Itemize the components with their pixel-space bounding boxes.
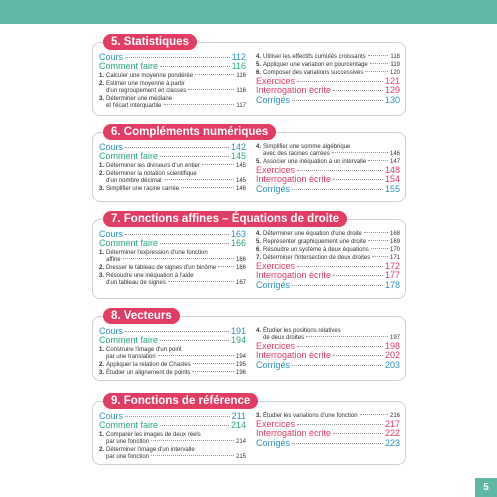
toc-subentry-line bbox=[99, 347, 246, 354]
dot-leader bbox=[218, 266, 234, 267]
toc-subentry[interactable] bbox=[99, 447, 246, 461]
toc-subentry-label: de deux droites bbox=[263, 335, 305, 341]
toc-subentry-number: 2. bbox=[99, 361, 105, 368]
toc-subentry-label: Déterminer l'expression d'une fonction bbox=[106, 249, 208, 256]
toc-subentry-page: 146 bbox=[235, 185, 246, 192]
toc-subentry-line bbox=[99, 73, 246, 80]
dot-leader bbox=[292, 285, 383, 286]
toc-subentry-label: Simplifier une somme algébrique bbox=[263, 144, 351, 150]
toc-entry-page: 166 bbox=[230, 238, 246, 249]
toc-subentry[interactable] bbox=[256, 144, 400, 158]
chapter-left-column bbox=[99, 412, 246, 461]
top-color-band bbox=[0, 0, 497, 24]
toc-entry-page: 198 bbox=[384, 341, 400, 351]
toc-subentry-page: 170 bbox=[389, 247, 400, 253]
dot-leader bbox=[360, 414, 388, 415]
toc-subentry-page: 214 bbox=[235, 438, 246, 445]
chapter-box bbox=[92, 395, 406, 465]
toc-subentry-number: 1. bbox=[99, 72, 105, 79]
dot-leader bbox=[195, 74, 234, 75]
dot-leader bbox=[292, 189, 383, 190]
toc-entry-label: Cours bbox=[99, 142, 124, 152]
toc-entry[interactable] bbox=[99, 152, 246, 161]
toc-subentry-label: avec des racines carrées bbox=[263, 151, 330, 157]
dot-leader bbox=[181, 187, 234, 188]
toc-entry-label: Interrogation écrite bbox=[256, 428, 332, 439]
toc-subentry-line bbox=[106, 280, 246, 287]
toc-subentry-page: 120 bbox=[389, 70, 400, 76]
toc-subentry[interactable] bbox=[256, 247, 400, 254]
toc-subentry-label: et l'écart interquartile bbox=[106, 102, 162, 109]
chapter-box bbox=[92, 36, 406, 116]
toc-subentry[interactable] bbox=[99, 186, 246, 193]
dot-leader bbox=[292, 365, 383, 366]
toc-subentry-line bbox=[106, 88, 246, 95]
dot-leader bbox=[297, 424, 383, 425]
toc-subentry-line bbox=[263, 151, 400, 158]
chapter-right-column bbox=[256, 412, 400, 448]
toc-subentry-page: 116 bbox=[236, 72, 246, 79]
toc-subentry-line bbox=[106, 178, 246, 185]
toc-subentry-number: 3. bbox=[256, 413, 262, 419]
toc-subentry-continuation bbox=[256, 151, 400, 158]
dot-leader bbox=[371, 248, 388, 249]
toc-subentry-continuation bbox=[99, 354, 246, 361]
toc-subentry-page: 167 bbox=[235, 279, 246, 286]
toc-entry[interactable] bbox=[256, 96, 400, 105]
toc-subentry-line bbox=[256, 54, 400, 61]
chapter-right-column bbox=[256, 53, 400, 105]
toc-subentry-page: 194 bbox=[235, 353, 246, 360]
toc-subentry-page: 116 bbox=[236, 87, 246, 94]
toc-subentry[interactable] bbox=[99, 96, 246, 110]
toc-subentry-label: Estimer une moyenne à partir bbox=[106, 80, 185, 87]
toc-subentry-continuation bbox=[99, 280, 246, 287]
toc-subentry-label: Associer une inéquation à un intervalle bbox=[263, 159, 367, 165]
dot-leader bbox=[368, 160, 388, 161]
toc-subentry[interactable] bbox=[256, 54, 400, 61]
dot-leader bbox=[193, 363, 234, 364]
toc-subentry-label: Déterminer une équation d'une droite bbox=[263, 231, 362, 237]
toc-subentry-line bbox=[99, 265, 246, 272]
dot-leader bbox=[368, 55, 389, 56]
toc-subentry-label: affine bbox=[106, 256, 121, 263]
toc-entry[interactable] bbox=[99, 62, 246, 71]
toc-subentry-label: Simplifier une racine carrée bbox=[106, 185, 180, 192]
toc-entry-label: Interrogation écrite bbox=[256, 350, 332, 361]
dot-leader bbox=[292, 100, 383, 101]
toc-subentry-number: 5. bbox=[256, 62, 262, 68]
toc-entry[interactable] bbox=[99, 421, 246, 430]
toc-subentry-continuation bbox=[99, 439, 246, 446]
toc-entry-page: 194 bbox=[230, 335, 246, 346]
toc-entry-label: Comment faire bbox=[99, 238, 159, 249]
toc-subentry-page: 166 bbox=[235, 256, 246, 263]
toc-subentry[interactable] bbox=[99, 273, 246, 287]
toc-subentry-label: Étudier les variations d'une fonction bbox=[263, 413, 358, 419]
toc-subentry-page: 145 bbox=[235, 162, 246, 169]
toc-entry-page: 163 bbox=[230, 229, 246, 239]
toc-entry-label: Interrogation écrite bbox=[256, 270, 332, 281]
toc-entry-page: 112 bbox=[231, 52, 246, 62]
toc-subentry-label: d'un nombre décimal bbox=[106, 177, 162, 184]
toc-subentry-line bbox=[99, 362, 246, 369]
toc-subentry-label: Déterminer une médiane bbox=[106, 95, 173, 102]
toc-subentry-page: 118 bbox=[390, 54, 400, 60]
toc-entry-page: 191 bbox=[230, 326, 246, 336]
toc-entry-label: Exercices bbox=[256, 261, 296, 271]
toc-subentry-page: 196 bbox=[235, 369, 246, 376]
toc-subentry-line bbox=[256, 62, 400, 69]
chapter-title: 5. Statistiques bbox=[103, 34, 197, 50]
toc-subentry-number: 4. bbox=[256, 54, 262, 60]
toc-subentry-number: 2. bbox=[99, 446, 105, 453]
toc-subentry-line bbox=[99, 81, 246, 88]
toc-entry-label: Corrigés bbox=[256, 94, 291, 105]
toc-subentry-label: Étudier un alignement de points bbox=[106, 369, 191, 376]
toc-subentry-label: par une translation bbox=[106, 353, 156, 360]
toc-subentry-label: d'un tableau de signes bbox=[106, 279, 166, 286]
toc-subentry-number: 3. bbox=[99, 272, 105, 279]
dot-leader bbox=[125, 331, 229, 332]
toc-subentry-page: 197 bbox=[389, 335, 400, 341]
toc-subentry-number: 2. bbox=[99, 80, 105, 87]
dot-leader bbox=[125, 416, 230, 417]
dot-leader bbox=[372, 256, 388, 257]
toc-entry-label: Interrogation écrite bbox=[256, 174, 332, 185]
toc-subentry-number: 1. bbox=[99, 249, 105, 256]
toc-subentry-label: par une fonction bbox=[106, 438, 150, 445]
dot-leader bbox=[333, 179, 383, 180]
dot-leader bbox=[158, 355, 234, 356]
toc-subentry-line bbox=[99, 370, 246, 377]
toc-entry-page: 211 bbox=[231, 411, 246, 421]
toc-entry-page: 178 bbox=[384, 279, 400, 290]
dot-leader bbox=[365, 71, 388, 72]
toc-subentry[interactable] bbox=[99, 370, 246, 377]
toc-entry-label: Corrigés bbox=[256, 279, 291, 290]
chapter-title: 6. Compléments numériques bbox=[103, 124, 276, 140]
toc-subentry-label: Comparer les images de deux réels bbox=[106, 431, 201, 438]
toc-entry[interactable] bbox=[256, 439, 400, 448]
toc-subentry-label: Représenter graphiquement une droite bbox=[263, 239, 367, 245]
toc-subentry[interactable] bbox=[99, 171, 246, 185]
toc-entry-page: 145 bbox=[230, 151, 246, 162]
toc-subentry-line bbox=[256, 328, 400, 335]
toc-subentry-line bbox=[256, 231, 400, 238]
toc-subentry-page: 147 bbox=[389, 159, 400, 165]
toc-subentry-label: Composer des variations successives bbox=[263, 70, 364, 76]
dot-leader bbox=[160, 425, 229, 426]
toc-entry-label: Exercices bbox=[256, 76, 296, 86]
toc-subentry[interactable] bbox=[99, 432, 246, 446]
toc-entry-label: Interrogation écrite bbox=[256, 85, 332, 96]
dot-leader bbox=[151, 440, 234, 441]
toc-subentry[interactable] bbox=[99, 81, 246, 95]
chapter-right-column bbox=[256, 327, 400, 370]
toc-entry-label: Exercices bbox=[256, 419, 296, 429]
chapter-left-column bbox=[99, 230, 246, 287]
toc-subentry-label: Dresser le tableau de signes d'un binôme bbox=[106, 264, 217, 271]
toc-subentry-continuation bbox=[99, 88, 246, 95]
chapter-title: 7. Fonctions affines – Équations de droite bbox=[103, 211, 347, 227]
toc-subentry-number: 6. bbox=[256, 70, 262, 76]
toc-entry-label: Exercices bbox=[256, 341, 296, 351]
toc-entry[interactable] bbox=[99, 239, 246, 248]
toc-subentry-number: 2. bbox=[99, 264, 105, 271]
toc-subentry-line bbox=[99, 447, 246, 454]
toc-subentry-line bbox=[106, 454, 246, 461]
toc-subentry-line bbox=[256, 144, 400, 151]
toc-entry-label: Cours bbox=[99, 229, 124, 239]
toc-entry-label: Exercices bbox=[256, 165, 296, 175]
toc-entry-page: 203 bbox=[384, 359, 400, 370]
dot-leader bbox=[160, 340, 229, 341]
toc-subentry[interactable] bbox=[99, 73, 246, 80]
toc-subentry-continuation bbox=[99, 103, 246, 110]
toc-subentry-page: 166 bbox=[235, 264, 246, 271]
dot-leader bbox=[297, 346, 383, 347]
toc-subentry[interactable] bbox=[256, 62, 400, 69]
toc-subentry[interactable] bbox=[99, 347, 246, 361]
dot-leader bbox=[164, 179, 234, 180]
dot-leader bbox=[364, 232, 388, 233]
toc-subentry-page: 117 bbox=[236, 102, 246, 109]
toc-subentry-number: 3. bbox=[99, 185, 105, 192]
toc-subentry-page: 168 bbox=[389, 231, 400, 237]
dot-leader bbox=[333, 355, 383, 356]
toc-subentry-line bbox=[99, 432, 246, 439]
toc-subentry-page: 195 bbox=[235, 361, 246, 368]
toc-entry-page: 116 bbox=[231, 61, 246, 72]
dot-leader bbox=[297, 81, 383, 82]
toc-subentry-line bbox=[99, 96, 246, 103]
dot-leader bbox=[333, 433, 383, 434]
toc-entry-label: Cours bbox=[99, 326, 124, 336]
dot-leader bbox=[306, 336, 388, 337]
toc-subentry[interactable] bbox=[99, 250, 246, 264]
toc-subentry-page: 145 bbox=[235, 177, 246, 184]
toc-subentry-page: 215 bbox=[235, 453, 246, 460]
toc-entry-page: 217 bbox=[384, 419, 400, 429]
toc-entry-page: 154 bbox=[384, 174, 400, 185]
dot-leader bbox=[123, 258, 234, 259]
dot-leader bbox=[151, 455, 234, 456]
toc-subentry-page: 146 bbox=[389, 151, 400, 157]
chapter-title: 8. Vecteurs bbox=[103, 308, 180, 324]
dot-leader bbox=[192, 371, 234, 372]
toc-subentry-number: 5. bbox=[256, 159, 262, 165]
toc-entry-page: 223 bbox=[384, 437, 400, 448]
toc-entry-page: 129 bbox=[384, 85, 400, 96]
toc-entry-page: 155 bbox=[384, 183, 400, 194]
chapter-left-column bbox=[99, 53, 246, 110]
toc-subentry-line bbox=[106, 354, 246, 361]
toc-subentry-line bbox=[99, 250, 246, 257]
toc-subentry-page: 216 bbox=[389, 413, 400, 419]
toc-entry-page: 130 bbox=[384, 94, 400, 105]
dot-leader bbox=[202, 164, 234, 165]
toc-subentry-line bbox=[106, 103, 246, 110]
toc-subentry-page: 119 bbox=[390, 62, 400, 68]
toc-subentry[interactable] bbox=[256, 328, 400, 342]
toc-entry-label: Corrigés bbox=[256, 437, 291, 448]
toc-subentry[interactable] bbox=[256, 231, 400, 238]
toc-subentry-continuation bbox=[99, 178, 246, 185]
toc-entry-page: 214 bbox=[230, 420, 246, 431]
toc-subentry[interactable] bbox=[256, 239, 400, 246]
toc-subentry-line bbox=[99, 171, 246, 178]
toc-subentry-label: Déterminer l'intersection de deux droites bbox=[263, 255, 371, 261]
toc-subentry-line bbox=[99, 186, 246, 193]
dot-leader bbox=[370, 63, 389, 64]
toc-entry-label: Comment faire bbox=[99, 335, 159, 346]
toc-subentry-number: 6. bbox=[256, 247, 262, 253]
toc-subentry-label: Calculer une moyenne pondérée bbox=[106, 72, 194, 79]
dot-leader bbox=[368, 240, 388, 241]
dot-leader bbox=[160, 243, 229, 244]
toc-subentry-number: 4. bbox=[256, 231, 262, 237]
toc-entry-label: Comment faire bbox=[99, 151, 159, 162]
dot-leader bbox=[164, 104, 235, 105]
toc-entry-label: Corrigés bbox=[256, 183, 291, 194]
chapter-left-column bbox=[99, 143, 246, 193]
chapter-box bbox=[92, 310, 406, 381]
toc-entry-page: 172 bbox=[384, 261, 400, 271]
toc-subentry-number: 2. bbox=[99, 170, 105, 177]
toc-subentry[interactable] bbox=[99, 265, 246, 272]
toc-subentry-line bbox=[106, 439, 246, 446]
toc-entry[interactable] bbox=[99, 336, 246, 345]
toc-entry-page: 202 bbox=[384, 350, 400, 361]
toc-subentry[interactable] bbox=[99, 362, 246, 369]
dot-leader bbox=[160, 66, 230, 67]
toc-subentry-line bbox=[99, 163, 246, 170]
toc-subentry-line bbox=[106, 257, 246, 264]
dot-leader bbox=[125, 147, 229, 148]
toc-subentry-label: Déterminer les diviseurs d'un entier bbox=[106, 162, 200, 169]
dot-leader bbox=[292, 443, 383, 444]
toc-subentry-number: 3. bbox=[99, 95, 105, 102]
toc-subentry-label: Construire l'image d'un point bbox=[106, 346, 182, 353]
toc-entry-page: 222 bbox=[384, 428, 400, 439]
dot-leader bbox=[160, 156, 229, 157]
toc-subentry-number: 3. bbox=[99, 369, 105, 376]
chapter-right-column bbox=[256, 143, 400, 194]
chapter-right-column bbox=[256, 230, 400, 290]
toc-subentry-continuation bbox=[99, 454, 246, 461]
toc-entry-page: 148 bbox=[384, 165, 400, 175]
toc-subentry-label: Déterminer la notation scientifique bbox=[106, 170, 197, 177]
chapter-title: 9. Fonctions de référence bbox=[103, 393, 258, 409]
toc-subentry-number: 4. bbox=[256, 328, 262, 334]
toc-entry-label: Comment faire bbox=[99, 420, 159, 431]
toc-subentry-number: 1. bbox=[99, 346, 105, 353]
toc-subentry-label: Déterminer l'image d'un intervalle bbox=[106, 446, 195, 453]
dot-leader bbox=[188, 89, 234, 90]
chapter-left-column bbox=[99, 327, 246, 377]
dot-leader bbox=[125, 57, 230, 58]
dot-leader bbox=[333, 275, 383, 276]
dot-leader bbox=[125, 234, 229, 235]
toc-subentry-label: Utiliser les effectifs cumulés croissants bbox=[263, 54, 366, 60]
chapter-box bbox=[92, 213, 406, 299]
page-number: 5 bbox=[475, 478, 497, 497]
toc-entry-page: 142 bbox=[230, 142, 246, 152]
dot-leader bbox=[332, 152, 388, 153]
dot-leader bbox=[297, 266, 383, 267]
dot-leader bbox=[333, 90, 383, 91]
toc-entry[interactable] bbox=[256, 361, 400, 370]
toc-subentry-number: 7. bbox=[256, 255, 262, 261]
toc-entry-page: 121 bbox=[384, 76, 400, 86]
toc-subentry-line bbox=[256, 247, 400, 254]
toc-subentry-label: Étudier les positions relatives bbox=[263, 328, 341, 334]
dot-leader bbox=[168, 281, 234, 282]
toc-entry-label: Corrigés bbox=[256, 359, 291, 370]
dot-leader bbox=[297, 170, 383, 171]
toc-subentry-label: Résoudre une inéquation à l'aide bbox=[106, 272, 194, 279]
toc-subentry-label: d'un regroupement en classes bbox=[106, 87, 187, 94]
toc-subentry-label: Résoudre un système à deux équations bbox=[263, 247, 369, 253]
toc-subentry-number: 1. bbox=[99, 431, 105, 438]
toc-subentry-line bbox=[99, 273, 246, 280]
toc-entry[interactable] bbox=[256, 185, 400, 194]
toc-entry-label: Cours bbox=[99, 411, 124, 421]
toc-subentry-line bbox=[256, 239, 400, 246]
toc-subentry-page: 169 bbox=[389, 239, 400, 245]
toc-entry-label: Comment faire bbox=[99, 61, 159, 72]
toc-subentry[interactable] bbox=[99, 163, 246, 170]
toc-subentry-label: Appliquer la relation de Chasles bbox=[106, 361, 191, 368]
toc-subentry-label: par une fonction bbox=[106, 453, 150, 460]
chapter-box bbox=[92, 126, 406, 202]
toc-entry-page: 177 bbox=[384, 270, 400, 281]
toc-subentry-label: Appliquer une variation en pourcentage bbox=[263, 62, 368, 68]
toc-subentry-number: 5. bbox=[256, 239, 262, 245]
toc-entry-label: Cours bbox=[99, 52, 124, 62]
toc-subentry-continuation bbox=[99, 257, 246, 264]
toc-subentry-page: 171 bbox=[389, 255, 400, 261]
toc-entry[interactable] bbox=[256, 281, 400, 290]
toc-subentry-number: 1. bbox=[99, 162, 105, 169]
toc-subentry-number: 4. bbox=[256, 144, 262, 150]
